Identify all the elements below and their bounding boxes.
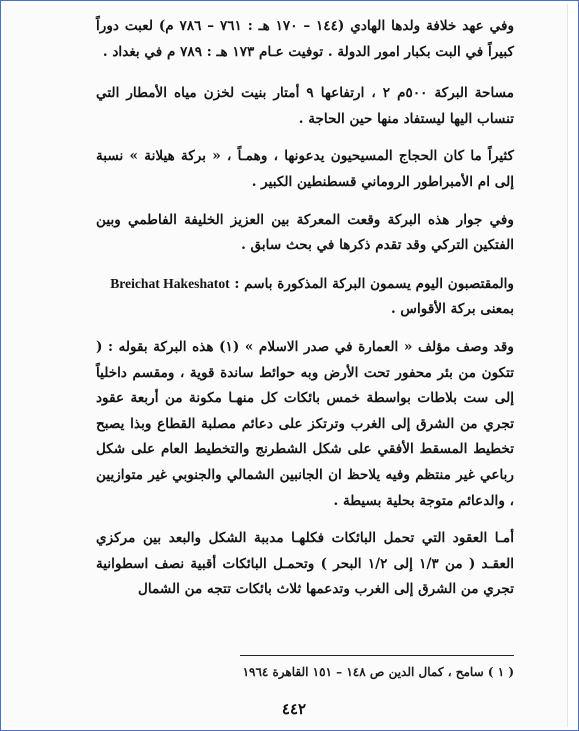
footnote-rule bbox=[240, 655, 514, 656]
paragraph-5 bbox=[96, 271, 514, 323]
paragraph-7: أمـا العقود التي تحمل البائكات فكلهـا مدببة الشكل والبعد بين مركزي العقـد ( من ١/٣ إلى ١/٢ البحر ) وتحمـل البائكات أقبية نصف اسطوانية تجري من الشرق إلى الغرب وتدعمها ثلاث بائكات تتجه من الشمال bbox=[96, 530, 514, 598]
paragraph-1: وفي عهد خلافة ولدها الهادي (١٤٤ – ١٧٠ هـ : ٧٦١ – ٧٨٦ م) لعبت دوراً كبيراً في البت بكبار امور الدولة . توفيت عـام ١٧٣ هـ : ٧٨٩ م في بغداد . bbox=[96, 18, 515, 60]
paragraph-2: مساحة البركة ٥٠٠م ٢ ، ارتفاعها ٩ أمتار بنيت لخزن مياه الأمطار التي تنساب اليها ليستفاد منها حين الحاجة . bbox=[96, 85, 515, 127]
paragraph-5-text: والمقتصبون اليوم يسمون البركة المذكورة باسم : bbox=[234, 275, 514, 292]
latin-name: Breichat Hakeshatot bbox=[110, 275, 230, 291]
paragraph-4: وفي جوار هذه البركة وقعت المعركة بين العزيز الخليفة الفاطمي وبين الفتكين التركي وقد تقدم ذكرها في بحث سابق . bbox=[96, 211, 514, 254]
paragraph-3: كثيراً ما كان الحجاج المسيحيون يدعونها ، وهمـاً ، « بركة هيلانة » نسبة إلى ام الأمبراطور الروماني قسطنطين الكبير . bbox=[96, 148, 514, 190]
page-body bbox=[96, 14, 514, 615]
scanned-page bbox=[4, 4, 568, 727]
paragraph-6: وقد وصف مؤلف « العمارة في صدر الاسلام » (١) هذه البركة بقوله : ( تتكون من بئر محفور تحت الأرض وبه حوائط ساندة قوية ، ومقسم داخلياً إلى ست بلاطات بواسطة خمس بائكات كل منهـا مكونة من أربعة عقود تجري من الشرق إلى الغرب وترتكز على دعائم مصلبة القطاع وبذا يصبح تخطيط المسقط الأفقي على شكل الشطرنج والتخطيط العام على شكل رباعي غير منتظم وفيه يلاحظ ان الجانبين الشمالي والجنوبي غير متوازيين ، والدعائم متوجة بحلية بسيطة . bbox=[96, 338, 514, 509]
paragraph-5-tail: بمعنى بركة الأقواس . bbox=[390, 301, 514, 318]
page-number: ٤٤٢ bbox=[281, 700, 307, 718]
footnote: ( ١ ) سامح ، كمال الدين ص ١٤٨ – ١٥١ القاهرة ١٩٦٤ bbox=[242, 665, 514, 679]
